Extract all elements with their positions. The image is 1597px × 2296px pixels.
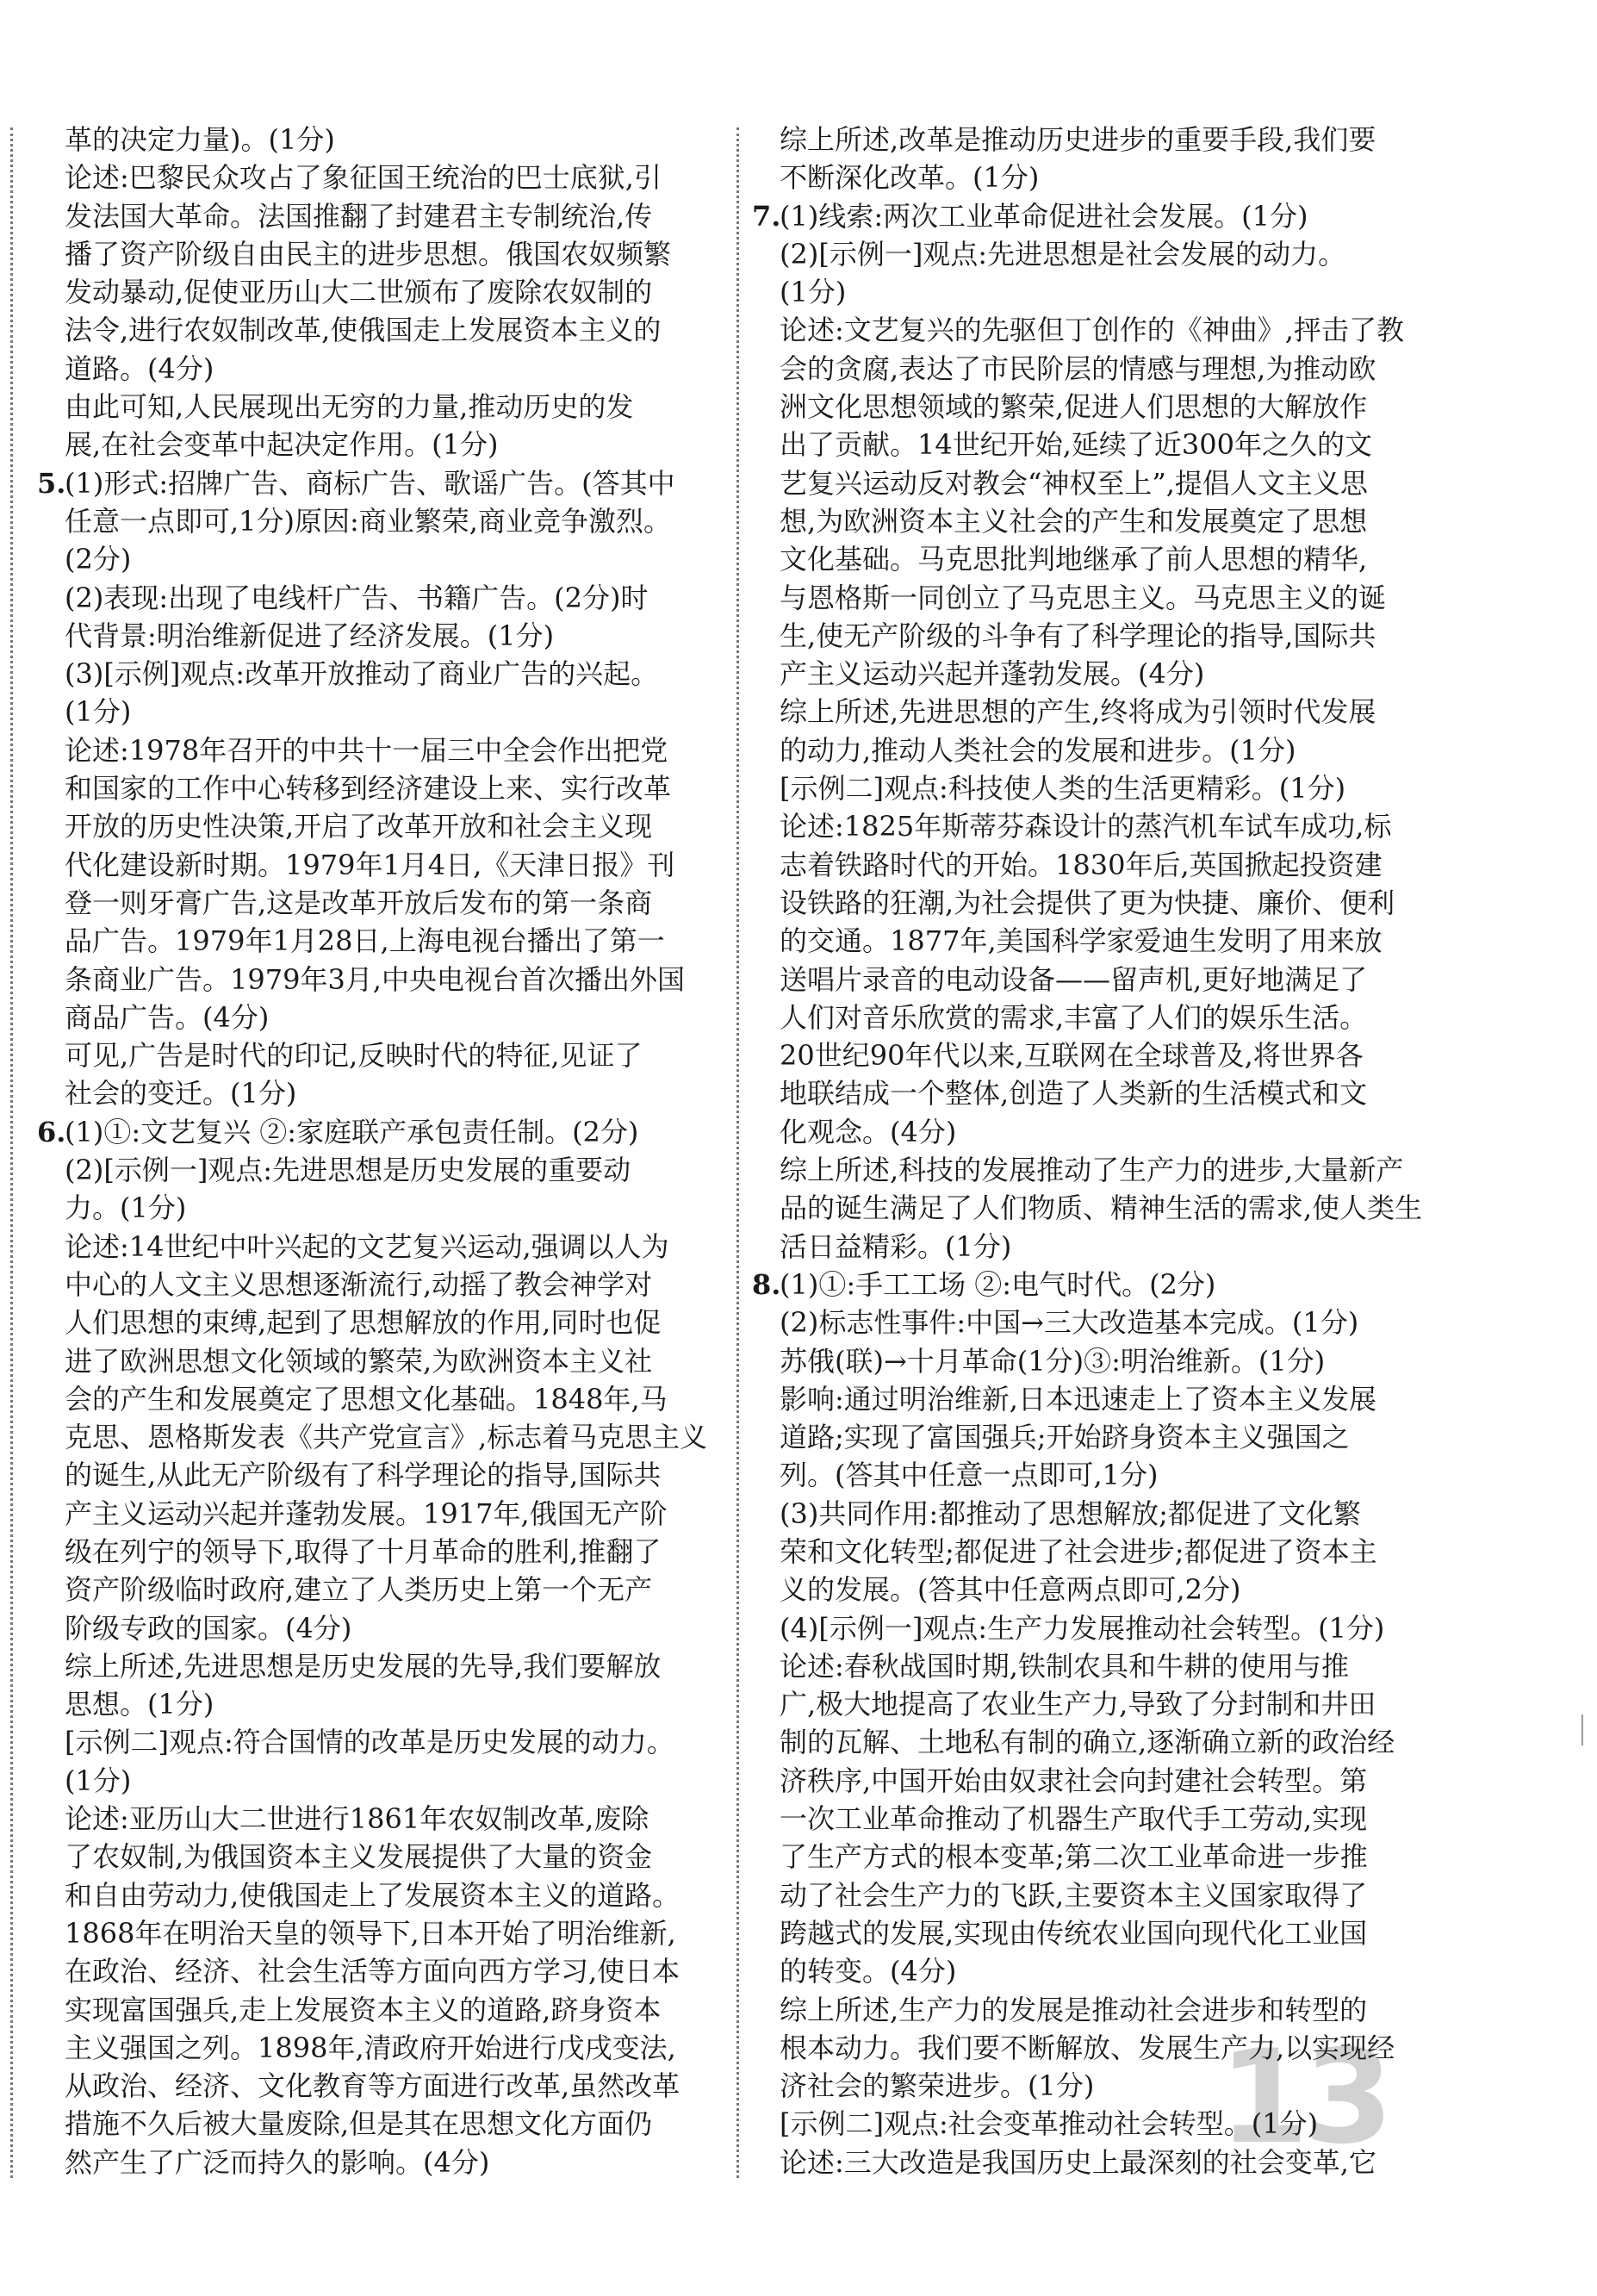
line-text: 可见,广告是时代的印记,反映时代的特征,见证了 [65,1039,643,1073]
text-line [780,1380,1469,1418]
line-text: 活日益精彩。(1分) [780,1229,1012,1263]
edge-mark [1581,1714,1595,1745]
text-line [780,961,1469,999]
text-line [65,769,754,807]
line-text: (2)[示例一]观点:先进思想是历史发展的重要动 [65,1154,631,1187]
line-text: 综上所述,改革是推动历史进步的重要手段,我们要 [780,123,1376,156]
text-line [780,1723,1469,1761]
line-text: 登一则牙膏广告,这是改革开放后发布的第一条商 [65,886,653,919]
line-text: (1分) [65,1764,132,1797]
text-line [65,1151,754,1189]
line-text: (2分) [65,543,132,576]
text-line [780,159,1469,196]
text-line [780,311,1469,349]
line-text: 论述:巴黎民众攻占了象征国王统治的巴士底狱,引 [65,161,662,195]
line-text: 论述:14世纪中叶兴起的文艺复兴运动,强调以人为 [65,1229,669,1263]
left-column [37,121,754,2181]
line-text: 代化建设新时期。1979年1月4日,《天津日报》刊 [65,848,675,881]
line-text: 根本动力。我们要不断解放、发展生产力,以实现经 [780,2031,1395,2064]
line-text: 思想。(1分) [65,1688,214,1721]
line-text: 论述:1825年斯蒂芬森设计的蒸汽机车试车成功,标 [780,810,1392,843]
text-line [65,426,754,464]
text-line [780,1304,1469,1341]
text-line [780,1838,1469,1876]
line-text: 洲文化思想领域的繁荣,促进人们思想的大解放作 [780,390,1368,424]
question-number: 6. [37,1115,66,1148]
line-text: 社会的变迁。(1分) [65,1077,297,1111]
text-line [780,1609,1469,1647]
text-line [65,311,754,349]
text-line [65,2067,754,2105]
text-line [780,350,1469,388]
line-text: 的诞生,从此无产阶级有了科学理论的指导,国际共 [65,1459,662,1492]
text-line [65,1495,754,1533]
text-line [65,999,754,1036]
text-line [780,1952,1469,1990]
text-line [65,1876,754,1914]
text-line [65,502,754,540]
line-text: 济秩序,中国开始由奴隶社会向封建社会转型。第 [780,1764,1368,1797]
line-text: [示例二]观点:符合国情的改革是历史发展的动力。 [65,1726,674,1759]
text-line [780,1571,1469,1608]
text-line [780,731,1469,769]
text-line [780,1876,1469,1914]
text-line [65,197,754,235]
line-text: 义的发展。(答其中任意两点即可,2分) [780,1573,1241,1607]
text-line [780,1456,1469,1494]
line-text: 论述:1978年召开的中共十一届三中全会作出把党 [65,733,668,767]
text-line [65,884,754,922]
text-line [780,1762,1469,1800]
text-line [65,1609,754,1647]
text-line [65,961,754,999]
line-text: 人们思想的束缚,起到了思想解放的作用,同时也促 [65,1306,662,1340]
text-line [780,1342,1469,1380]
line-text: 荣和文化转型;都促进了社会进步;都促进了资本主 [780,1534,1377,1568]
line-text: 送唱片录音的电动设备——留声机,更好地满足了 [780,962,1368,996]
line-text: (2)标志性事件:中国→三大改造基本完成。(1分) [780,1306,1359,1340]
line-text: (1)①:手工工场 ②:电气时代。(2分) [780,1267,1216,1301]
text-line [65,2105,754,2143]
text-line [65,1723,754,1761]
line-text: 和国家的工作中心转移到经济建设上来、实行改革 [65,772,672,806]
text-line [65,121,754,159]
line-text: 的交通。1877年,美国科学家爱迪生发明了用来放 [780,924,1383,958]
text-line [780,2067,1469,2105]
line-text: 制的瓦解、土地私有制的确立,逐渐确立新的政治经 [780,1726,1395,1759]
line-text: 法令,进行农奴制改革,使俄国走上发展资本主义的 [65,314,662,347]
line-text: 然产生了广泛而持久的影响。(4分) [65,2145,490,2179]
text-line [780,2029,1469,2067]
line-text: 列。(答其中任意一点即可,1分) [780,1459,1159,1492]
text-line [780,693,1469,731]
text-line [780,922,1469,960]
text-line [780,999,1469,1036]
line-text: 化观念。(4分) [780,1115,957,1148]
line-text: (3)共同作用:都推动了思想解放;都促进了文化繁 [780,1496,1361,1530]
line-text: 苏俄(联)→十月革命(1分)③:明治维新。(1分) [780,1344,1326,1378]
text-line [780,1647,1469,1685]
line-text: 代背景:明治维新促进了经济发展。(1分) [65,619,555,652]
question-number: 7. [752,199,781,233]
line-text: 商品广告。(4分) [65,1000,270,1034]
text-line [65,1418,754,1456]
line-text: 出了贡献。14世纪开始,延续了近300年之久的文 [780,428,1372,462]
line-text: (2)[示例一]观点:先进思想是社会发展的动力。 [780,237,1346,271]
text-line [65,1685,754,1723]
left-margin-rule [10,128,13,2178]
text-line [65,731,754,769]
text-line [780,2144,1469,2181]
line-text: 想,为欧洲资本主义社会的产生和发展奠定了思想 [780,504,1368,538]
text-line [780,540,1469,578]
right-column [752,121,1469,2181]
text-line [780,1113,1469,1151]
line-text: 志着铁路时代的开始。1830年后,英国掀起投资建 [780,848,1383,881]
text-line [780,1074,1469,1112]
line-text: 资产阶级临时政府,建立了人类历史上第一个无产 [65,1573,653,1607]
line-text: 产主义运动兴起并蓬勃发展。1917年,俄国无产阶 [65,1496,668,1530]
text-line [780,846,1469,884]
line-text: 论述:亚历山大二世进行1861年农奴制改革,废除 [65,1802,649,1836]
text-line [780,235,1469,273]
line-text: 进了欧洲思想文化领域的繁荣,为欧洲资本主义社 [65,1344,653,1378]
text-line [780,807,1469,845]
text-line [65,2144,754,2181]
line-text: (1)线索:两次工业革命促进社会发展。(1分) [780,199,1308,233]
line-text: 地联结成一个整体,创造了人类新的生活模式和文 [780,1077,1368,1111]
text-line [780,1685,1469,1723]
line-text: 不断深化改革。(1分) [780,161,1040,195]
text-line [780,1495,1469,1533]
text-line [780,464,1469,502]
text-line [780,1800,1469,1838]
line-text: 开放的历史性决策,开启了改革开放和社会主义现 [65,810,653,843]
text-line [65,1800,754,1838]
text-line [65,1189,754,1227]
line-text: 生,使无产阶级的斗争有了科学理论的指导,国际共 [780,619,1376,652]
line-text: 任意一点即可,1分)原因:商业繁荣,商业竞争激烈。 [65,504,671,538]
text-line [37,1113,754,1151]
text-line [65,1838,754,1876]
text-line [65,1914,754,1952]
text-line [780,1036,1469,1074]
line-text: 影响:通过明治维新,日本迅速走上了资本主义发展 [780,1382,1376,1416]
line-text: [示例二]观点:社会变革推动社会转型。(1分) [780,2107,1319,2141]
text-line [65,1533,754,1571]
line-text: 了农奴制,为俄国资本主义发展提供了大量的资金 [65,1840,653,1874]
line-text: 品广告。1979年1月28日,上海电视台播出了第一 [65,924,665,958]
line-text: (1)形式:招牌广告、商标广告、歌谣广告。(答其中 [65,466,675,500]
text-line [65,807,754,845]
line-text: 展,在社会变革中起决定作用。(1分) [65,428,499,462]
text-line [780,579,1469,617]
line-text: 1868年在明治天皇的领导下,日本开始了明治维新, [65,1916,676,1950]
text-line [780,426,1469,464]
text-line [780,1151,1469,1189]
line-text: 克思、恩格斯发表《共产党宣言》,标志着马克思主义 [65,1421,708,1454]
text-line [65,1266,754,1304]
text-line [780,2105,1469,2143]
text-line [780,1533,1469,1571]
line-text: 设铁路的狂潮,为社会提供了更为快捷、廉价、便利 [780,886,1395,919]
line-text: 论述:文艺复兴的先驱但丁创作的《神曲》,抨击了教 [780,314,1404,347]
line-text: 会的产生和发展奠定了思想文化基础。1848年,马 [65,1382,668,1416]
line-text: 综上所述,先进思想是历史发展的先导,我们要解放 [65,1649,662,1683]
line-text: 济社会的繁荣进步。(1分) [780,2069,1095,2103]
text-line [65,1456,754,1494]
line-text: 文化基础。马克思批判地继承了前人思想的精华, [780,543,1368,576]
text-line [65,617,754,655]
line-text: 条商业广告。1979年3月,中央电视台首次播出外国 [65,962,685,996]
text-line [65,655,754,693]
line-text: 播了资产阶级自由民主的进步思想。俄国农奴频繁 [65,237,672,271]
line-text: 阶级专政的国家。(4分) [65,1611,352,1645]
line-text: 艺复兴运动反对教会“神权至上”,提倡人文主义思 [780,466,1368,500]
line-text: 与恩格斯一同创立了马克思主义。马克思主义的诞 [780,581,1387,614]
text-line [65,1571,754,1608]
question-number: 5. [37,466,66,500]
text-line [65,1647,754,1685]
text-line [780,617,1469,655]
text-line [780,655,1469,693]
line-text: (1分) [780,276,847,309]
line-text: 综上所述,生产力的发展是推动社会进步和转型的 [780,1993,1368,2026]
text-line [780,502,1469,540]
line-text: 在政治、经济、社会生活等方面向西方学习,使日本 [65,1955,680,1988]
text-line [780,1991,1469,2029]
line-text: 论述:三大改造是我国历史上最深刻的社会变革,它 [780,2145,1376,2179]
line-text: 会的贪腐,表达了市民阶层的情感与理想,为推动欧 [780,352,1376,385]
line-text: 跨越式的发展,实现由传统农业国向现代化工业国 [780,1916,1368,1950]
text-line [65,1342,754,1380]
text-line [65,235,754,273]
line-text: 级在列宁的领导下,取得了十月革命的胜利,推翻了 [65,1534,662,1568]
line-text: 论述:春秋战国时期,铁制农具和牛耕的使用与推 [780,1649,1349,1683]
text-line [65,1074,754,1112]
text-line [65,540,754,578]
line-text: 发法国大革命。法国推翻了封建君主专制统治,传 [65,199,653,233]
text-line [65,922,754,960]
text-line [780,1418,1469,1456]
line-text: (2)表现:出现了电线杆广告、书籍广告。(2分)时 [65,581,649,614]
text-line [780,1189,1469,1227]
text-line [780,1914,1469,1952]
text-line [65,273,754,311]
text-line [65,2029,754,2067]
text-line [780,1228,1469,1266]
line-text: (1)①:文艺复兴 ②:家庭联产承包责任制。(2分) [65,1115,639,1148]
text-line [780,388,1469,426]
line-text: 主义强国之列。1898年,清政府开始进行戊戌变法, [65,2031,676,2064]
page-number: 13 [1219,2023,1389,2173]
text-line [65,1380,754,1418]
line-text: 了生产方式的根本变革;第二次工业革命进一步推 [780,1840,1368,1874]
line-text: 广,极大地提高了农业生产力,导致了分封制和井田 [780,1688,1376,1721]
text-line [752,1266,1469,1304]
text-line [65,1952,754,1990]
text-line [65,693,754,731]
text-line [65,1036,754,1074]
line-text: 由此可知,人民展现出无穷的力量,推动历史的发 [65,390,634,424]
line-text: 的转变。(4分) [780,1955,957,1988]
text-line [780,884,1469,922]
line-text: (4)[示例一]观点:生产力发展推动社会转型。(1分) [780,1611,1385,1645]
question-number: 8. [752,1267,781,1301]
line-text: (3)[示例]观点:改革开放推动了商业广告的兴起。 [65,657,659,691]
line-text: 革的决定力量)。(1分) [65,123,335,156]
line-text: 力。(1分) [65,1192,187,1225]
line-text: 从政治、经济、文化教育等方面进行改革,虽然改革 [65,2069,680,2103]
line-text: 综上所述,科技的发展推动了生产力的进步,大量新产 [780,1154,1404,1187]
text-line [65,388,754,426]
line-text: 一次工业革命推动了机器生产取代手工劳动,实现 [780,1802,1368,1836]
line-text: 发动暴动,促使亚历山大二世颁布了废除农奴制的 [65,276,653,309]
text-line [780,273,1469,311]
text-line [780,121,1469,159]
text-line [37,464,754,502]
line-text: 产主义运动兴起并蓬勃发展。(4分) [780,657,1205,691]
line-text: [示例二]观点:科技使人类的生活更精彩。(1分) [780,772,1346,806]
line-text: 道路。(4分) [65,352,214,385]
text-line [65,1762,754,1800]
line-text: 中心的人文主义思想逐渐流行,动摇了教会神学对 [65,1267,653,1301]
line-text: 人们对音乐欣赏的需求,丰富了人们的娱乐生活。 [780,1000,1368,1034]
line-text: 20世纪90年代以来,互联网在全球普及,将世界各 [780,1039,1364,1073]
line-text: 措施不久后被大量废除,但是其在思想文化方面仍 [65,2107,653,2141]
line-text: 和自由劳动力,使俄国走上了发展资本主义的道路。 [65,1878,680,1912]
line-text: 品的诞生满足了人们物质、精神生活的需求,使人类生 [780,1192,1423,1225]
line-text: 综上所述,先进思想的产生,终将成为引领时代发展 [780,695,1376,729]
text-line [780,769,1469,807]
text-line [65,579,754,617]
text-line [65,1228,754,1266]
line-text: 道路;实现了富国强兵;开始跻身资本主义强国之 [780,1421,1350,1454]
text-line [752,197,1469,235]
text-line [65,1991,754,2029]
line-text: 的动力,推动人类社会的发展和进步。(1分) [780,733,1296,767]
line-text: 动了社会生产力的飞跃,主要资本主义国家取得了 [780,1878,1368,1912]
text-line [65,159,754,196]
text-line [65,350,754,388]
line-text: (1分) [65,695,132,729]
line-text: 实现富国强兵,走上发展资本主义的道路,跻身资本 [65,1993,662,2026]
text-line [65,1304,754,1341]
text-line [65,846,754,884]
